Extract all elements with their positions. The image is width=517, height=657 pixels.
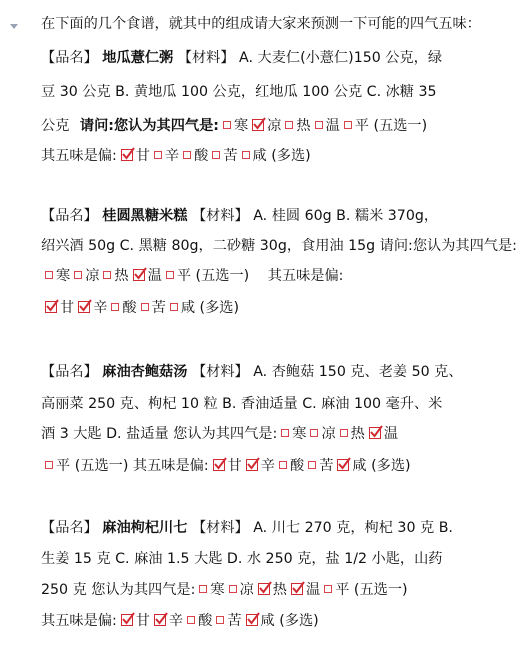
recipe-1-materials: 公克	[41, 118, 70, 134]
unchecked-checkbox-icon[interactable]	[310, 429, 318, 437]
unchecked-checkbox-icon[interactable]	[281, 429, 289, 437]
flavor-option-label: 咸	[352, 458, 367, 474]
ask-label: 您认为其四气是:	[91, 582, 196, 598]
flavor-options	[117, 613, 275, 629]
unchecked-checkbox-icon[interactable]	[45, 461, 53, 469]
ask-label: 请问:您认为其四气是:	[379, 238, 517, 254]
checked-checkbox-icon[interactable]	[337, 459, 349, 471]
checked-checkbox-icon[interactable]	[291, 583, 303, 595]
unchecked-checkbox-icon[interactable]	[229, 585, 237, 593]
qi-option-label: 热	[296, 118, 311, 134]
qi-option-label: 平	[335, 582, 350, 598]
qi-option-label: 寒	[292, 426, 307, 442]
qi-option-label: 凉	[267, 118, 282, 134]
multi-label: (多选)	[279, 613, 319, 629]
recipe-4-name: 麻油枸杞川七	[102, 520, 188, 536]
flavor-option-label: 苦	[227, 613, 242, 629]
name-label: 【品名】	[41, 50, 98, 66]
choose-one-label: (五选一)	[74, 458, 129, 474]
qi-option-label: 热	[114, 268, 129, 284]
unchecked-checkbox-icon[interactable]	[308, 461, 316, 469]
choose-one-label: (五选一)	[373, 118, 428, 134]
multi-label: (多选)	[371, 458, 411, 474]
qi-option-label: 寒	[233, 118, 249, 134]
unchecked-checkbox-icon[interactable]	[223, 121, 231, 129]
qi-option-label: 寒	[56, 268, 71, 284]
recipe-2-name: 桂圆黑糖米糕	[102, 208, 188, 224]
flavor-option-label: 辛	[168, 613, 184, 629]
flavor-option-label: 甘	[135, 148, 150, 164]
flavor-option-label: 苦	[151, 300, 166, 316]
flavor-option-label: 苦	[223, 148, 238, 164]
flavor-option-label: 酸	[198, 613, 213, 629]
paragraph-marker-icon	[10, 24, 18, 29]
ask-label: 您认为其四气是:	[173, 426, 278, 442]
flavor-option-label: 甘	[60, 300, 75, 316]
flavor-options	[41, 300, 195, 316]
qi-option-label: 凉	[239, 582, 254, 598]
qi-options	[41, 458, 70, 474]
unchecked-checkbox-icon[interactable]	[154, 151, 162, 159]
unchecked-checkbox-icon[interactable]	[279, 461, 287, 469]
recipe-1-line-2	[41, 82, 471, 102]
qi-option-label: 平	[176, 268, 192, 284]
qi-options	[219, 118, 369, 134]
flavor-option-label: 酸	[194, 148, 209, 164]
unchecked-checkbox-icon[interactable]	[340, 429, 348, 437]
unchecked-checkbox-icon[interactable]	[344, 121, 352, 129]
flavor-option-label: 辛	[164, 148, 180, 164]
checked-checkbox-icon[interactable]	[369, 427, 381, 439]
name-label: 【品名】	[41, 208, 98, 224]
materials-label: 【材料】	[191, 520, 249, 536]
checked-checkbox-icon[interactable]	[121, 614, 133, 626]
unchecked-checkbox-icon[interactable]	[103, 271, 111, 279]
recipe-3-line-4	[41, 456, 471, 476]
name-label: 【品名】	[41, 520, 98, 536]
name-label: 【品名】	[41, 364, 98, 380]
qi-options	[277, 426, 398, 442]
recipe-4-line-1	[41, 518, 471, 538]
five-flavor-label: 其五味是偏:	[267, 268, 344, 284]
multi-label: (多选)	[199, 300, 239, 316]
checked-checkbox-icon[interactable]	[213, 459, 225, 471]
checked-checkbox-icon[interactable]	[45, 301, 57, 313]
recipe-1-line-3	[41, 116, 471, 136]
qi-option-label: 凉	[85, 268, 100, 284]
intro-text: 在下面的几个食谱，就其中的组成请大家来预测一下可能的四气五味：	[41, 16, 481, 32]
flavor-option-label: 甘	[227, 458, 242, 474]
unchecked-checkbox-icon[interactable]	[285, 121, 293, 129]
checked-checkbox-icon[interactable]	[246, 459, 258, 471]
unchecked-checkbox-icon[interactable]	[199, 585, 207, 593]
checked-checkbox-icon[interactable]	[252, 119, 264, 131]
recipe-3-materials: 高丽菜 250 克、枸杞 10 粒 B. 香油适量 C. 麻油 100 毫升、米	[41, 396, 443, 412]
flavor-options	[117, 148, 267, 164]
flavor-options	[209, 458, 367, 474]
recipe-2-line-1	[41, 206, 471, 226]
intro-line	[41, 14, 481, 34]
unchecked-checkbox-icon[interactable]	[45, 271, 53, 279]
unchecked-checkbox-icon[interactable]	[170, 303, 178, 311]
checked-checkbox-icon[interactable]	[258, 583, 270, 595]
recipe-1-line-1	[41, 48, 471, 68]
qi-option-label: 温	[325, 118, 340, 134]
unchecked-checkbox-icon[interactable]	[187, 616, 195, 624]
choose-one-label: (五选一)	[353, 582, 408, 598]
recipe-4-line-4	[41, 611, 471, 631]
recipe-3-materials: A. 杏鲍菇 150 克、老姜 50 克、	[253, 364, 463, 380]
materials-label: 【材料】	[191, 208, 249, 224]
recipe-4-materials: 生姜 15 克 C. 麻油 1.5 大匙 D. 水 250 克，盐 1/2 小匙，山药	[41, 551, 443, 567]
materials-label: 【材料】	[177, 50, 235, 66]
flavor-option-label: 酸	[122, 300, 137, 316]
recipe-2-line-2	[41, 236, 517, 256]
flavor-option-label: 苦	[319, 458, 334, 474]
qi-option-label: 平	[56, 458, 71, 474]
recipe-1-name: 地瓜薏仁粥	[102, 50, 174, 66]
recipe-1-line-4	[41, 146, 471, 166]
flavor-option-label: 咸	[180, 300, 196, 316]
recipe-2-materials: 绍兴酒 50g C. 黑糖 80g，二砂糖 30g，食用油 15g	[41, 238, 376, 254]
ask-label: 请问:您认为其四气是:	[79, 118, 219, 134]
multi-label: (多选)	[271, 148, 311, 164]
recipe-4-materials: 250 克	[41, 582, 87, 598]
qi-options	[195, 582, 349, 598]
recipe-2-line-3	[41, 266, 471, 286]
qi-option-label: 热	[350, 426, 365, 442]
five-flavor-label: 其五味是偏:	[132, 458, 209, 474]
unchecked-checkbox-icon[interactable]	[183, 151, 191, 159]
flavor-option-label: 咸	[252, 148, 267, 164]
recipe-1-materials: A. 大麦仁(小薏仁)150 公克，绿	[239, 50, 443, 66]
qi-option-label: 热	[272, 582, 287, 598]
checked-checkbox-icon[interactable]	[133, 269, 145, 281]
flavor-option-label: 甘	[135, 613, 150, 629]
recipe-3-line-3	[41, 424, 471, 444]
recipe-2-materials: A. 桂圆 60g B. 糯米 370g，	[253, 208, 439, 224]
materials-label: 【材料】	[191, 364, 249, 380]
recipe-1-materials: 豆 30 公克 B. 黄地瓜 100 公克，红地瓜 100 公克 C. 冰糖 35	[41, 84, 437, 100]
flavor-option-label: 咸	[260, 613, 275, 629]
qi-option-label: 平	[354, 118, 369, 134]
checked-checkbox-icon[interactable]	[154, 614, 166, 626]
unchecked-checkbox-icon[interactable]	[242, 151, 250, 159]
checked-checkbox-icon[interactable]	[246, 614, 258, 626]
unchecked-checkbox-icon[interactable]	[315, 121, 323, 129]
recipe-3-name: 麻油杏鲍菇汤	[102, 364, 188, 380]
unchecked-checkbox-icon[interactable]	[111, 303, 119, 311]
unchecked-checkbox-icon[interactable]	[141, 303, 149, 311]
qi-option-label: 温	[306, 582, 321, 598]
unchecked-checkbox-icon[interactable]	[324, 585, 332, 593]
qi-option-label: 寒	[210, 582, 225, 598]
flavor-option-label: 辛	[93, 300, 108, 316]
flavor-option-label: 辛	[260, 458, 275, 474]
unchecked-checkbox-icon[interactable]	[74, 271, 82, 279]
qi-option-label: 凉	[321, 426, 336, 442]
qi-options	[41, 268, 191, 284]
recipe-2-line-4	[41, 298, 471, 318]
qi-option-label: 温	[147, 268, 162, 284]
checked-checkbox-icon[interactable]	[78, 301, 90, 313]
recipe-3-materials: 酒 3 大匙 D. 盐适量	[41, 426, 169, 442]
checked-checkbox-icon[interactable]	[121, 149, 133, 161]
flavor-option-label: 酸	[290, 458, 305, 474]
unchecked-checkbox-icon[interactable]	[166, 271, 174, 279]
recipe-4-line-2	[41, 549, 471, 569]
choose-one-label: (五选一)	[195, 268, 250, 284]
recipe-4-materials: A. 川七 270 克，枸杞 30 克 B.	[253, 520, 453, 536]
recipe-4-line-3	[41, 580, 471, 600]
five-flavor-label: 其五味是偏:	[41, 148, 117, 164]
five-flavor-label: 其五味是偏:	[41, 613, 117, 629]
unchecked-checkbox-icon[interactable]	[216, 616, 224, 624]
unchecked-checkbox-icon[interactable]	[212, 151, 220, 159]
qi-option-label: 温	[383, 426, 399, 442]
recipe-3-line-1	[41, 362, 471, 382]
recipe-3-line-2	[41, 394, 471, 414]
